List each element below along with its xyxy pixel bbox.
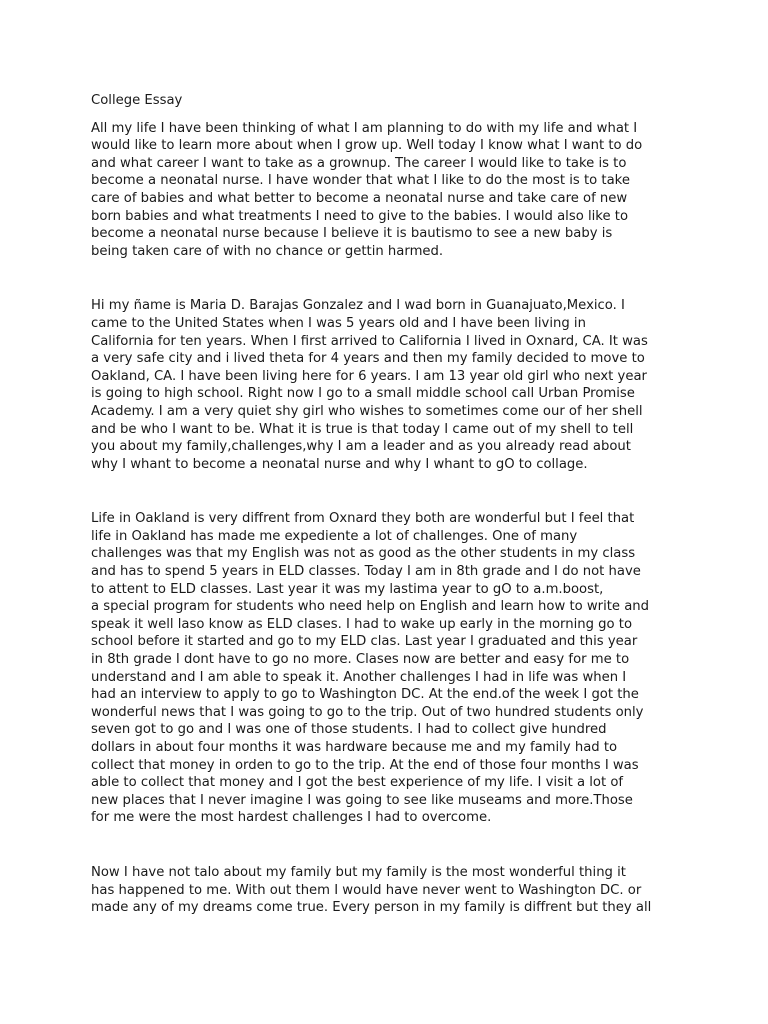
paragraph-background: Hi my ñame is Maria D. Barajas Gonzalez and I wad born in Guanajuato,Mexico. I came to the United States when I was 5 years old and I have been living in California for ten years. When I first arrived to California I lived in Oxnard, CA. It was a very safe city and i lived theta for 4 years and then my family decided to move to Oakland, CA. I have been living here for 6 years. I am 13 year old girl who next year is going to high school. Right now I go to a small middle school call Urban Promise Academy. I am a very quiet shy girl who wishes to sometimes come our of her shell and be who I want to be. What it is true is that today I came out of my shell to tell you about my family,challenges,why I am a leader and as you already read about why I whant to become a neonatal nurse and why I whant to gO to collage. [91,298,648,472]
essay-body [91,92,691,917]
paragraph-family: Now I have not talo about my family but my family is the most wonderful thing it has happened to me. With out them I would have never went to Washington DC. or made any of my dreams come true. Every person in my family is diffrent but they all [91,864,652,916]
paragraph-challenges: Life in Oakland is very diffrent from Oxnard they both are wonderful but I feel that life in Oakland has made me expediente a lot of challenges. One of many challenges was that my English was not as good as the other students in my class and has to spend 5 years in ELD classes. Today I am in 8th grade and I do not have to attent to ELD classes. Last year it was my lastima year to gO to a.m.boost, a special program for students who need help on English and learn how to write and speak it well laso know as ELD clases. I had to wake up early in the morning go to school before it started and go to my ELD clas. Last year I graduated and this year in 8th grade I dont have to go no more. Clases now are better and easy for me to understand and I am able to speak it. Another challenges I had in life was when I had an interview to apply to go to Washington DC. At the end.of the week I got the wonderful news that I was going to go to the trip. Out of two hundred students only seven got to go and I was one of those students. I had to collect give hundred dollars in about four months it was hardware because me and my family had to collect that money in orden to go to the trip. At the end of those four months I was able to collect that money and I got the best experience of my life. I visit a lot of new places that I never imagine I was going to see like museams and more.Those for me were the most hardest challenges I had to overcome. [91,511,650,826]
paragraph-career: All my life I have been thinking of what I am planning to do with my life and what I would like to learn more about when I grow up. Well today I know what I want to do and what career I want to take as a grownup. The career I would like to take is to become a neonatal nurse. I have wonder that what I like to do the most is to take care of babies and what better to become a neonatal nurse and take care of new born babies and what treatments I need to give to the babies. I would also like to become a neonatal nurse because I believe it is bautismo to see a new baby is being taken care of with no chance or gettin harmed. [91,120,643,259]
document-title: College Essay [91,93,183,108]
